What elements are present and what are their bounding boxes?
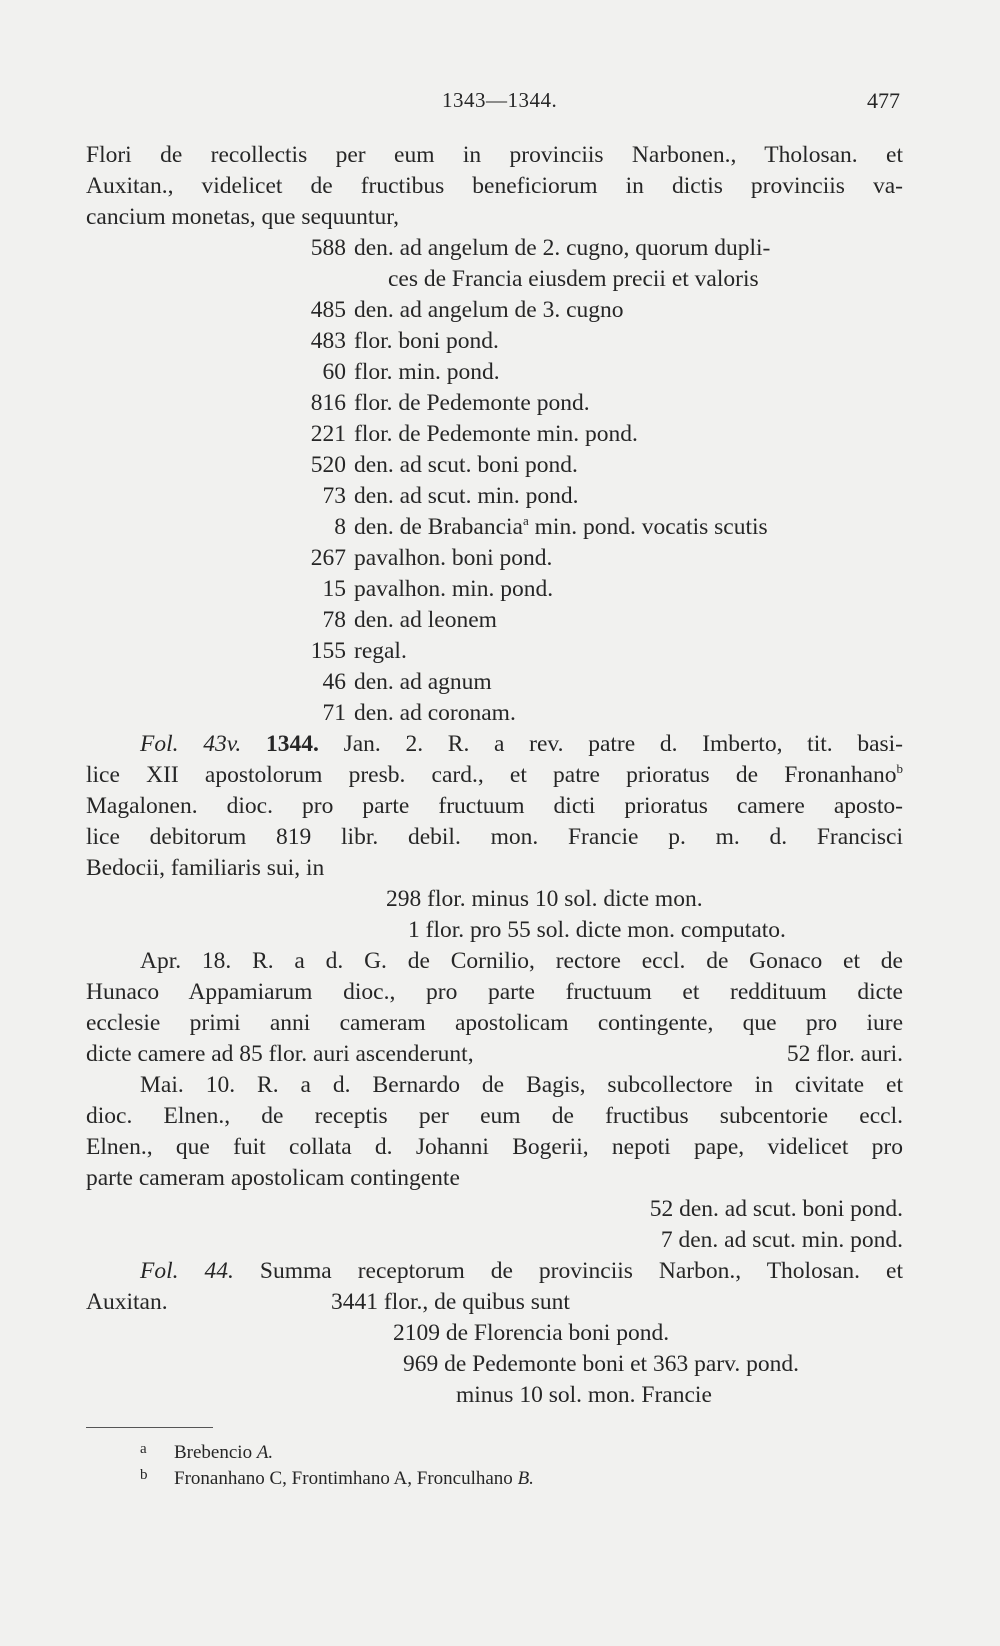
entry-mai-line: parte cameram apostolicam contingente <box>86 1165 460 1191</box>
page-number: 477 <box>867 88 900 113</box>
footnote-siglum: A. <box>256 1442 274 1463</box>
item-number: 60 <box>322 359 346 385</box>
list-item <box>86 636 903 667</box>
item-desc-main: den. de Brabancia <box>354 514 523 540</box>
item-number: 520 <box>310 452 346 478</box>
running-head-years: 1343—1344. <box>442 88 558 112</box>
item-desc: den. ad scut. boni pond. <box>354 452 578 478</box>
item-desc: flor. de Pedemonte min. pond. <box>354 421 638 447</box>
item-desc: den. ad coronam. <box>354 700 516 726</box>
entry-fol44-line <box>86 1256 903 1287</box>
item-number: 78 <box>322 607 346 633</box>
footnote-mark: b <box>140 1467 148 1483</box>
footnote <box>140 1466 534 1492</box>
item-desc: den. ad angelum de 2. cugno, quorum dupli- <box>354 235 771 261</box>
entry-fol43-line <box>86 729 903 760</box>
footnote-siglum: B. <box>517 1468 534 1489</box>
entry-amount-text: 52 flor. auri. <box>786 1041 903 1067</box>
item-number: 8 <box>334 514 346 540</box>
entry-amount-text: 7 den. ad scut. min. pond. <box>660 1227 903 1253</box>
item-desc: den. ad angelum de 3. cugno <box>354 297 624 323</box>
list-item <box>86 574 903 605</box>
list-item <box>86 233 903 264</box>
entry-mai-line: dioc. Elnen., de receptis per eum de fructibus subcentorie eccl. <box>86 1103 903 1129</box>
item-desc: pavalhon. boni pond. <box>354 545 553 571</box>
entry-year: 1344. <box>265 731 319 757</box>
item-desc: pavalhon. min. pond. <box>354 576 554 602</box>
entry-mai-line: Mai. 10. R. a d. Bernardo de Bagis, subcollectore in civitate et <box>140 1072 903 1098</box>
list-item <box>86 326 903 357</box>
list-item <box>86 667 903 698</box>
entry-text: 2109 de Florencia boni pond. <box>393 1320 670 1346</box>
item-number: 485 <box>310 297 346 323</box>
entry-fol43-line <box>86 760 903 791</box>
entry-amount <box>86 915 903 946</box>
list-item <box>86 419 903 450</box>
entry-text: minus 10 sol. mon. Francie <box>456 1382 712 1408</box>
entry-mai-line: Elnen., que fuit collata d. Johanni Bogerii, nepoti pape, videlicet pro <box>86 1134 903 1160</box>
entry-text: Auxitan. <box>86 1289 168 1315</box>
item-desc-rest: min. pond. vocatis scutis <box>528 514 768 540</box>
entry-apr-line: Apr. 18. R. a d. G. de Cornilio, rectore eccl. de Gonaco et de <box>140 948 903 974</box>
entry-text: Summa receptorum de provinciis Narbon., Tholosan. et <box>259 1258 904 1284</box>
entry-amount <box>86 1194 903 1225</box>
body-text <box>86 140 903 1411</box>
intro-line: cancium monetas, que sequuntur, <box>86 204 399 230</box>
entry-fol43-line: Magalonen. dioc. pro parte fructuum dicti prioratus camere aposto- <box>86 793 903 819</box>
entry-fol43-line: lice debitorum 819 libr. debil. mon. Francie p. m. d. Francisci <box>86 824 903 850</box>
item-number: 221 <box>310 421 346 447</box>
item-desc: flor. min. pond. <box>354 359 500 385</box>
running-head <box>0 88 1000 118</box>
entry-amount-text: 1 flor. pro 55 sol. dicte mon. computato. <box>408 917 786 943</box>
entry-amount-text: 298 flor. minus 10 sol. dicte mon. <box>386 886 703 912</box>
list-item <box>86 698 903 729</box>
item-desc: den. ad agnum <box>354 669 492 695</box>
entry-apr-line: ecclesie primi anni cameram apostolicam contingente, que pro iure <box>86 1010 903 1036</box>
entry-text: dicte camere ad 85 flor. auri ascenderunt, <box>86 1041 474 1067</box>
list-item <box>86 264 903 295</box>
list-item <box>86 388 903 419</box>
footnote-text: Brebencio <box>174 1442 253 1463</box>
list-item <box>86 481 903 512</box>
entry-fol43-line: Bedocii, familiaris sui, in <box>86 855 325 881</box>
intro-line: Auxitan., videlicet de fructibus beneficiorum in dictis provinciis va- <box>86 173 903 199</box>
list-item <box>86 450 903 481</box>
item-number: 267 <box>310 545 346 571</box>
item-desc: ces de Francia eiusdem precii et valoris <box>388 266 759 292</box>
footnote-rule <box>86 1427 213 1428</box>
entry-apr-line: Hunaco Appamiarum dioc., pro parte fructuum et reddituum dicte <box>86 979 903 1005</box>
entry-text: Jan. 2. R. a rev. patre d. Imberto, tit. basi- <box>343 731 904 757</box>
list-item <box>86 605 903 636</box>
entry-fol44-line <box>86 1318 903 1349</box>
list-item <box>86 512 903 543</box>
list-item <box>86 357 903 388</box>
footnote-mark: a <box>140 1441 147 1457</box>
folio-label: Fol. 44. <box>140 1258 234 1284</box>
entry-amount <box>86 884 903 915</box>
item-desc: flor. de Pedemonte pond. <box>354 390 590 416</box>
item-number: 816 <box>310 390 346 416</box>
item-number: 155 <box>310 638 346 664</box>
item-number: 46 <box>322 669 346 695</box>
folio-label: Fol. 43v. <box>140 731 242 757</box>
list-item <box>86 295 903 326</box>
entry-amount-text: 52 den. ad scut. boni pond. <box>649 1196 903 1222</box>
footnote-ref-b: b <box>896 761 903 777</box>
footnote-text: Fronanhano C, Frontimhano A, Fronculhano <box>174 1468 513 1489</box>
entry-fol44-line <box>86 1287 903 1318</box>
item-number: 588 <box>310 235 346 261</box>
item-desc <box>354 512 768 543</box>
item-desc: den. ad leonem <box>354 607 497 633</box>
item-desc: regal. <box>354 638 407 664</box>
footnote-ref-a: a <box>523 513 529 529</box>
item-desc: den. ad scut. min. pond. <box>354 483 579 509</box>
intro-line: Flori de recollectis per eum in provinciis Narbonen., Tholosan. et <box>86 142 903 168</box>
item-desc: flor. boni pond. <box>354 328 499 354</box>
footnote <box>140 1440 273 1466</box>
list-item <box>86 543 903 574</box>
item-number: 71 <box>322 700 346 726</box>
entry-apr-line <box>86 1039 903 1070</box>
entry-fol44-line <box>86 1349 903 1380</box>
item-number: 15 <box>322 576 346 602</box>
entry-text: 3441 flor., de quibus sunt <box>331 1289 570 1315</box>
entry-text: lice XII apostolorum presb. card., et patre prioratus de Fronanhano <box>86 762 897 788</box>
entry-amount <box>86 1225 903 1256</box>
item-number: 483 <box>310 328 346 354</box>
entry-text: 969 de Pedemonte boni et 363 parv. pond. <box>403 1351 799 1377</box>
item-number: 73 <box>322 483 346 509</box>
entry-fol44-line <box>86 1380 903 1411</box>
